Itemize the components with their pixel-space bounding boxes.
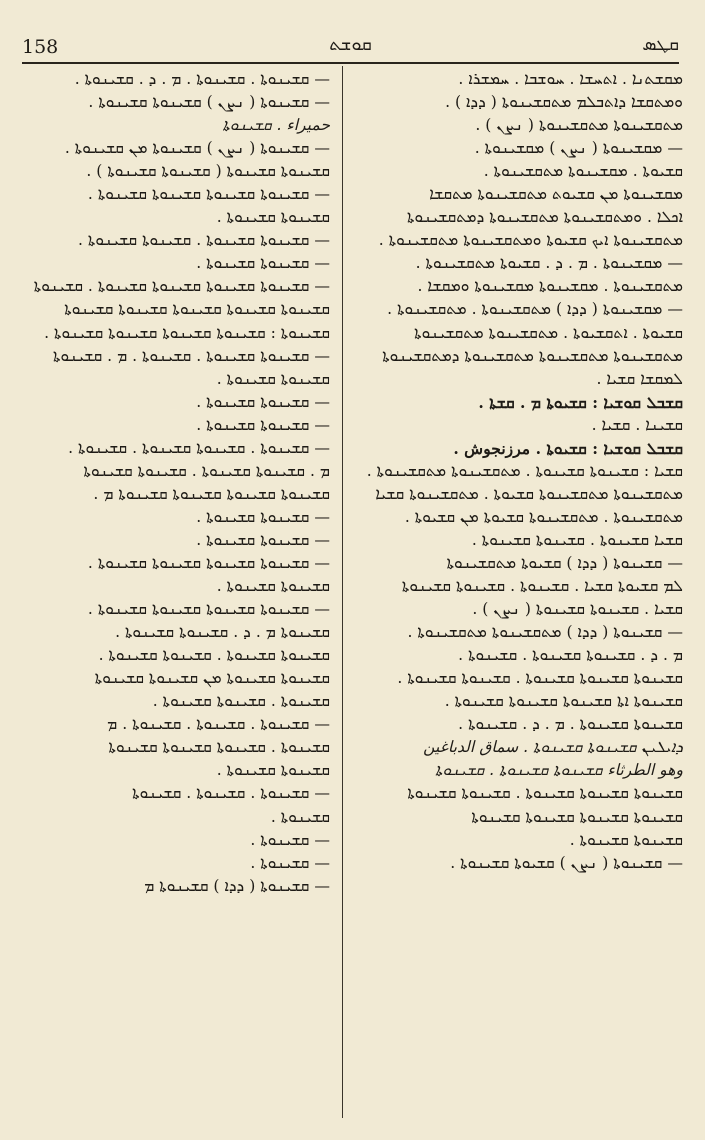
- text-line: ܡܩܫܬܢܐ . ܐܬܚܫܐ . ܚܘܫܒܐ . ܚܡܫܪܐ .: [458, 70, 683, 88]
- text-line: ܩܫܝܐ . ܩܫܝܢܘܬܐ ܩܫܝܢܘܬܐ ( ܢܨܢ ) .: [472, 600, 683, 619]
- column-divider: [342, 66, 343, 1118]
- running-header: [22, 34, 679, 60]
- text-line: — ܩܫܝܢܘܬܐ ( ܕܕܐ ) ܡܬܩܫܝܢܘܬܐ ܡܬܩܫܝܢܘܬܐ .: [407, 623, 683, 642]
- text-line: ܩܫܝܢܘܬܐ ܩܫܝܢܘܬܐ . ܡ . ܕ . ܩܫܝܢܘܬܐ .: [458, 715, 683, 734]
- text-line: ܠܡ ܩܫܝܘܬܐ ܩܫܝܐ . ܩܫܝܢܘܬܐ . ܩܫܝܢܘܬܐ ܩܫܝܢܘܬܐ: [401, 577, 683, 596]
- text-line: ܩܫܝܢܘܬܐ ܡ . ܕ . ܩܫܝܢܘܬܐ ܩܫܝܢܘܬܐ .: [115, 623, 330, 642]
- text-line: — ܩܫܝܢܘܬܐ ܩܫܝܢܘܬܐ ܩܫܝܢܘܬܐ ܩܫܝܢܘܬܐ .: [87, 185, 330, 204]
- entry-headword-line: ܩܫܒܠ ܩܘܫܝܐ : ܩܫܝܘܬܐ ܡ . ܩܫܬܐ .: [478, 392, 683, 412]
- entry-headword-line: ܩܫܒܠ ܩܘܫܝܐ : ܩܫܝܘܬܐ . مرزنجوش .: [453, 438, 683, 458]
- section-letter: ܩܛܣ: [642, 34, 679, 55]
- text-line: ܩܫܝܢܘܬܐ ܩܫܝܢܘܬܐ ܩܫܝܢܘܬܐ ܩܫܝܢܘܬܐ ܡ .: [93, 484, 330, 503]
- page-number: 158: [22, 36, 59, 58]
- text-line: — ܩܫܝܢܘܬܐ ( ܢܨܢ ) ܩܫܝܢܘܬܐ ܡܢ ܩܫܝܢܘܬܐ .: [64, 139, 330, 158]
- text-line: ܩܫܝܢܘܬܐ ܩܫܝܢܘܬܐ .: [216, 208, 330, 227]
- text-line: — ܩܫܝܢܘܬܐ ܩܫܝܢܘܬܐ . ܩܫܝܢܘܬܐ ܩܫܝܢܘܬܐ .: [78, 231, 330, 250]
- text-line: ܡܬܩܫܝܢܘܬܐ . ܡܩܫܝܢܘܬܐ ܡܩܫܝܢܘܬܐ ܘܡܩܫܐ .: [417, 277, 683, 296]
- text-line: ܡܬܩܫܝܢܘܬܐ ܡܬܩܫܝܢܘܬܐ ܡܬܩܫܝܢܘܬܐ ܕܡܬܩܫܝܢܘܬܐ: [382, 346, 683, 365]
- text-line: ܘܡܬܩܫܐ ܕܐܬܒܠܡ ܡܬܩܫܝܢܘܬܐ ( ܕܕܐ ) .: [445, 93, 683, 112]
- left-column: [24, 68, 330, 1118]
- text-line: ܩܫܝܢܘܬܐ ܩܫܝܢܘܬܐ ܩܫܝܢܘܬܐ . ܩܫܝܢܘܬܐ ܩܫܝܢܘܬܐ: [407, 784, 683, 803]
- text-line: — ܩܫܝܢܘܬܐ .: [250, 853, 330, 872]
- text-line: — ܩܫܝܢܘܬܐ ( ܕܕܐ ) ܩܫܝܢܘܬܐ ܡ: [144, 876, 330, 895]
- text-line: — ܩܫܝܢܘܬܐ ܩܫܝܢܘܬܐ .: [196, 507, 330, 526]
- text-line: ܕܐܝܠܝܢ ܩܫܝܢܘܬܐ ܩܫܝܢܘܬܐ . سماق الدباغين: [423, 738, 683, 757]
- header-rule: [22, 62, 679, 64]
- text-line: ܩܫܝܐ ܩܫܝܢܘܬܐ . ܩܫܝܢܘܬܐ ܩܫܝܢܘܬܐ .: [471, 530, 683, 549]
- text-line: — ܩܫܝܢܘܬܐ . ܩܫܝܢܘܬܐ ܩܫܝܢܘܬܐ . ܩܫܝܢܘܬܐ .: [68, 438, 330, 457]
- text-line: ܩܫܝܢܘܬܐ ܩܫܝܢܘܬܐ ܩܫܝܢܘܬܐ ܩܫܝܢܘܬܐ: [471, 807, 683, 826]
- running-title: ܩܘܫܬ: [329, 34, 372, 55]
- text-line: ܩܫܝܢܘܬܐ .: [270, 807, 330, 826]
- text-line: — ܩܫܝܢܘܬܐ .: [250, 830, 330, 849]
- text-line: ܩܫܝܢܘܬܐ . ܩܫܝܢܘܬܐ ܩܫܝܢܘܬܐ ܩܫܝܢܘܬܐ: [108, 738, 330, 757]
- text-line: ܩܫܝܢܘܬܐ ܩܫܝܢܘܬܐ ܡܢ ܩܫܝܢܘܬܐ ܩܫܝܢܘܬܐ: [94, 669, 330, 688]
- text-line: حميراء . ܩܫܝܢܘܬܐ: [222, 116, 330, 135]
- text-line: ܩܫܝܢܘܬܐ ܩܫܝܢܘܬܐ ܩܫܝܢܘܬܐ . ܩܫܝܢܘܬܐ ܩܫܝܢܘܬܐ .: [397, 669, 683, 688]
- text-line: ܩܫܝܢܘܬܐ . ܩܫܝܢܘܬܐ ܩܫܝܢܘܬܐ .: [152, 692, 330, 711]
- text-line: ܩܫܝܢܘܬܐ ܩܫܝܢܘܬܐ ܩܫܝܢܘܬܐ ܩܫܝܢܘܬܐ ܩܫܝܢܘܬܐ: [64, 300, 330, 319]
- text-line: — ܩܫܝܢܘܬܐ ܩܫܝܢܘܬܐ .: [196, 254, 330, 273]
- text-line: — ܩܫܝܢܘܬܐ ( ܢܨܢ ) ܩܫܝܢܘܬܐ ܩܫܝܢܘܬܐ .: [88, 93, 330, 112]
- text-line: ܩܫܝܘܬܐ . ܡܩܫܝܢܘܬܐ ܡܬܩܫܝܢܘܬܐ .: [483, 162, 683, 181]
- text-line: — ܩܫܝܢܘܬܐ ܩܫܝܢܘܬܐ .: [196, 530, 330, 549]
- text-line: ܩܫܝܐ : ܩܫܝܢܘܬܐ ܩܫܝܢܘܬܐ . ܡܬܩܫܝܢܘܬܐ ܡܬܩܫܝܢܘܬܐ .: [366, 461, 683, 480]
- text-line: ܩܫܝܢܘܬܐ ܩܫܝܢܘܬܐ .: [216, 761, 330, 780]
- text-line: ܡ . ܩܫܝܢܘܬܐ ܩܫܝܢܘܬܐ . ܩܫܝܢܘܬܐ ܩܫܝܢܘܬܐ: [83, 461, 330, 480]
- text-line: ܐܟܠܐ . ܘܡܬܩܫܝܢܘܬܐ ܡܬܩܫܝܢܘܬܐ ܕܡܬܩܫܝܢܘܬܐ: [407, 208, 683, 227]
- text-line: ܩܫܝܢܘܬܐ ܩܫܝܢܘܬܐ .: [569, 830, 683, 849]
- text-line: — ܩܫܝܢܘܬܐ ( ܕܕܐ ) ܩܫܝܘܬܐ ܡܬܩܫܝܢܘܬܐ: [446, 553, 683, 572]
- text-line: ܩܫܝܢܘܬܐ ܩܫܝܢܘܬܐ .: [216, 577, 330, 596]
- text-line: ܡܬܩܫܝܢܘܬܐ ܐܝܟ ܩܫܝܘܬܐ ܘܡܬܩܫܝܢܘܬܐ ܡܬܩܫܝܢܘܬܐ .: [378, 231, 683, 250]
- text-line: — ܩܫܝܢܘܬܐ ܩܫܝܢܘܬܐ . ܩܫܝܢܘܬܐ . ܡ . ܩܫܝܢܘܬܐ: [53, 346, 330, 365]
- text-line: — ܡܩܫܝܢܘܬܐ ( ܢܨܢ ) ܡܩܫܝܢܘܬܐ .: [474, 139, 683, 158]
- text-line: وهو الطرثاء ܩܫܝܢܘܬܐ ܩܫܝܢܘܬܐ . ܩܫܝܢܘܬܐ: [434, 761, 683, 780]
- text-line: — ܩܫܝܢܘܬܐ ܩܫܝܢܘܬܐ .: [196, 415, 330, 434]
- text-line: ܩܫܝܢܘܬܐ ܩܫܝܢܘܬܐ .: [216, 369, 330, 388]
- text-line: ܩܫܝܢܐ . ܩܫܝܐ .: [591, 415, 683, 434]
- text-line: — ܩܫܝܢܘܬܐ . ܩܫܝܢܘܬܐ . ܩܫܝܢܘܬܐ: [132, 784, 330, 803]
- text-line: — ܩܫܝܢܘܬܐ ( ܢܨܢ ) ܩܫܝܘܬܐ ܩܫܝܢܘܬܐ .: [450, 853, 683, 872]
- text-line: ܡܬܩܫܝܢܘܬܐ ܡܬܩܫܝܢܘܬܐ ܩܫܝܘܬܐ . ܡܬܩܫܝܢܘܬܐ ܩܫܝܐ: [375, 484, 683, 503]
- text-line: — ܩܫܝܢܘܬܐ ܩܫܝܢܘܬܐ ܩܫܝܢܘܬܐ ܩܫܝܢܘܬܐ .: [87, 600, 330, 619]
- text-line: — ܩܫܝܢܘܬܐ . ܩܫܝܢܘܬܐ . ܩܫܝܢܘܬܐ . ܡ: [107, 715, 330, 734]
- text-line: — ܩܫܝܢܘܬܐ ܩܫܝܢܘܬܐ ܩܫܝܢܘܬܐ ܩܫܝܢܘܬܐ .: [87, 553, 330, 572]
- text-line: ܩܫܝܢܘܬܐ ܩܫܝܢܘܬܐ ( ܩܫܝܢܘܬܐ ܩܫܝܢܘܬܐ ) .: [86, 162, 330, 181]
- text-line: — ܩܫܝܢܘܬܐ ܩܫܝܢܘܬܐ .: [196, 392, 330, 411]
- text-line: — ܩܫܝܢܘܬܐ ܩܫܝܢܘܬܐ ܩܫܝܢܘܬܐ ܩܫܝܢܘܬܐ . ܩܫܝܢܘܬܐ: [33, 277, 330, 296]
- text-line: ܡܬܩܫܝܢܘܬܐ . ܡܬܩܫܝܢܘܬܐ ܩܫܝܘܬܐ ܡܢ ܩܫܝܘܬܐ .: [404, 507, 683, 526]
- text-line: ܩܫܝܢܘܬܐ ܐܬܐ ܩܫܝܢܘܬܐ ܩܫܝܢܘܬܐ ܩܫܝܢܘܬܐ .: [444, 692, 683, 711]
- text-line: ܩܫܝܘܬܐ . ܐܬܩܫܝܘܬܐ . ܡܬܩܫܝܢܘܬܐ ܡܬܩܫܝܢܘܬܐ: [414, 323, 683, 342]
- text-line: ܩܫܝܢܘܬܐ : ܩܫܝܢܘܬܐ ܩܫܝܢܘܬܐ ܩܫܝܢܘܬܐ ܩܫܝܢܘܬܐ .: [44, 323, 330, 342]
- right-column: [358, 68, 683, 1118]
- text-line: ܡܬܩܫܝܢܘܬܐ ܡܬܩܫܝܢܘܬܐ ( ܢܨܢ ) .: [475, 116, 683, 135]
- text-line: ܩܫܝܢܘܬܐ ܩܫܝܢܘܬܐ . ܩܫܝܢܘܬܐ ܩܫܝܢܘܬܐ .: [98, 646, 330, 665]
- text-line: — ܡܩܫܝܢܘܬܐ ( ܕܕܐ ) ܡܬܩܫܝܢܘܬܐ . ܡܬܩܫܝܢܘܬܐ .: [387, 300, 683, 319]
- text-line: — ܩܫܝܢܘܬܐ . ܩܫܝܢܘܬܐ . ܡ . ܕ . ܩܫܝܢܘܬܐ .: [74, 70, 330, 88]
- text-line: — ܡܩܫܝܢܘܬܐ . ܡ . ܕ . ܩܫܝܘܬܐ ܡܬܩܫܝܢܘܬܐ .: [415, 254, 683, 273]
- text-line: ܠܡܩܫܐ ܩܫܝܐ .: [596, 369, 683, 388]
- text-line: ܡ . ܕ . ܩܫܝܢܘܬܐ ܩܫܝܢܘܬܐ . ܩܫܝܢܘܬܐ .: [458, 646, 683, 665]
- text-line: ܡܩܫܝܢܘܬܐ ܡܢ ܩܫܝܘܬ ܡܬܩܫܝܢܘܬܐ ܡܬܩܫܐ: [429, 185, 683, 204]
